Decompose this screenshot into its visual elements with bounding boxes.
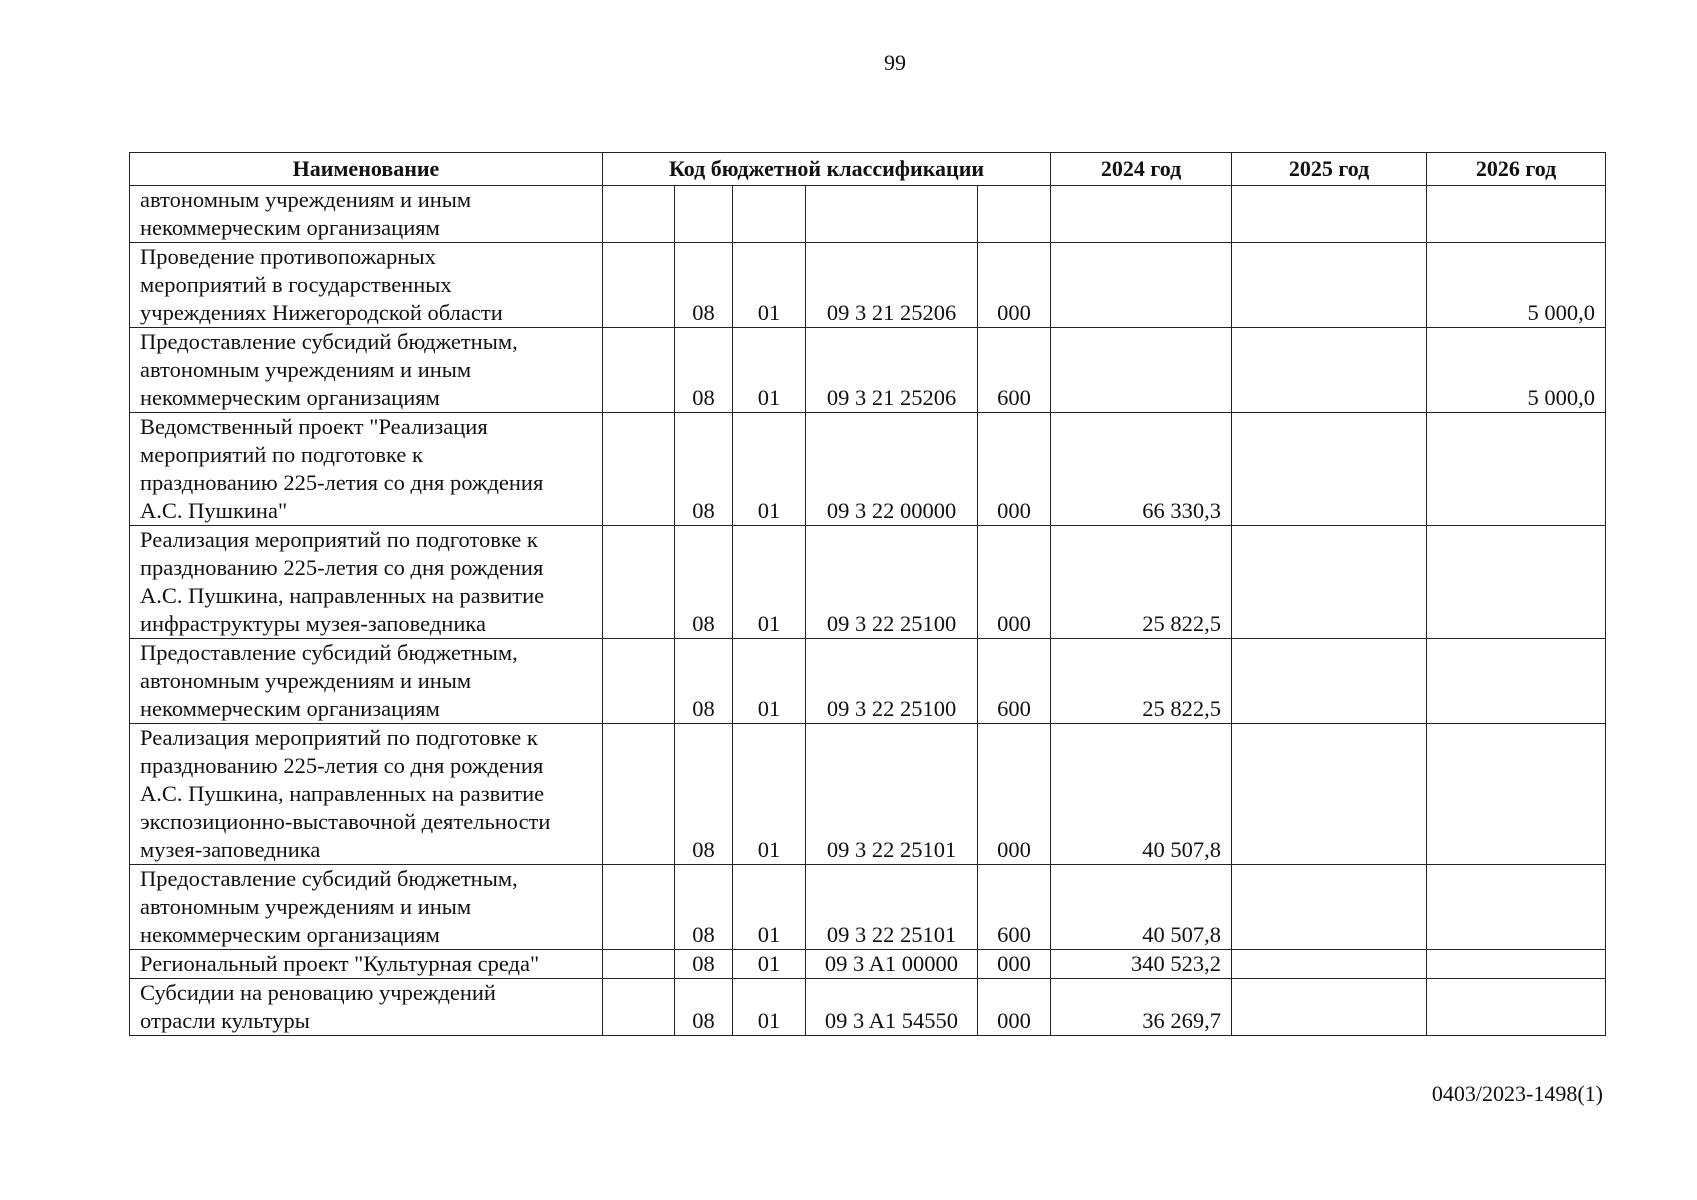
row-amount-2024 bbox=[1051, 186, 1232, 243]
row-name: Реализация мероприятий по подготовке к празднованию 225-летия со дня рождения А.С. Пушкина, направленных на развитие инфраструктуры музея-заповедника bbox=[130, 526, 603, 639]
row-empty-cell bbox=[603, 950, 675, 979]
table-row bbox=[130, 186, 1606, 243]
row-amount-2025 bbox=[1232, 865, 1427, 950]
row-section: 08 bbox=[675, 328, 733, 413]
row-section: 08 bbox=[675, 526, 733, 639]
row-name: Региональный проект "Культурная среда" bbox=[130, 950, 603, 979]
document-code: 0403/2023-1498(1) bbox=[1431, 1081, 1603, 1106]
row-amount-2024: 40 507,8 bbox=[1051, 724, 1232, 865]
row-section: 08 bbox=[675, 865, 733, 950]
row-amount-2025 bbox=[1232, 639, 1427, 724]
row-amount-2025 bbox=[1232, 724, 1427, 865]
header-2024: 2024 год bbox=[1051, 153, 1232, 186]
row-amount-2025 bbox=[1232, 950, 1427, 979]
budget-table bbox=[129, 152, 1606, 1036]
page-number: 99 bbox=[884, 50, 906, 75]
row-empty-cell bbox=[603, 979, 675, 1036]
row-name: Реализация мероприятий по подготовке к празднованию 225-летия со дня рождения А.С. Пушкина, направленных на развитие экспозиционно-выставочной деятельности музея-заповедника bbox=[130, 724, 603, 865]
row-amount-2024: 40 507,8 bbox=[1051, 865, 1232, 950]
row-section: 08 bbox=[675, 979, 733, 1036]
row-empty-cell bbox=[603, 243, 675, 328]
row-name: Предоставление субсидий бюджетным, автономным учреждениям и иным некоммерческим организациям bbox=[130, 865, 603, 950]
row-amount-2024: 66 330,3 bbox=[1051, 413, 1232, 526]
row-amount-2025 bbox=[1232, 243, 1427, 328]
row-empty-cell bbox=[603, 724, 675, 865]
row-target-article bbox=[806, 186, 978, 243]
table-body bbox=[130, 186, 1606, 1036]
row-amount-2024: 340 523,2 bbox=[1051, 950, 1232, 979]
row-name: Ведомственный проект "Реализация мероприятий по подготовке к празднованию 225-летия со дня рождения А.С. Пушкина" bbox=[130, 413, 603, 526]
row-expense-type: 600 bbox=[978, 328, 1051, 413]
row-amount-2025 bbox=[1232, 526, 1427, 639]
row-target-article: 09 3 22 25100 bbox=[806, 639, 978, 724]
table-row bbox=[130, 979, 1606, 1036]
row-subsection: 01 bbox=[733, 865, 806, 950]
row-subsection: 01 bbox=[733, 526, 806, 639]
row-amount-2026 bbox=[1427, 724, 1606, 865]
row-amount-2025 bbox=[1232, 979, 1427, 1036]
table-row bbox=[130, 413, 1606, 526]
row-section: 08 bbox=[675, 639, 733, 724]
row-amount-2026 bbox=[1427, 979, 1606, 1036]
row-section: 08 bbox=[675, 950, 733, 979]
row-expense-type: 600 bbox=[978, 865, 1051, 950]
row-amount-2026 bbox=[1427, 950, 1606, 979]
row-expense-type: 000 bbox=[978, 413, 1051, 526]
row-subsection: 01 bbox=[733, 413, 806, 526]
row-target-article: 09 3 21 25206 bbox=[806, 243, 978, 328]
row-amount-2026 bbox=[1427, 639, 1606, 724]
row-empty-cell bbox=[603, 526, 675, 639]
row-target-article: 09 3 A1 00000 bbox=[806, 950, 978, 979]
row-amount-2025 bbox=[1232, 186, 1427, 243]
row-target-article: 09 3 22 25101 bbox=[806, 865, 978, 950]
row-amount-2024: 25 822,5 bbox=[1051, 526, 1232, 639]
row-amount-2026 bbox=[1427, 186, 1606, 243]
row-subsection: 01 bbox=[733, 243, 806, 328]
header-name: Наименование bbox=[130, 153, 603, 186]
row-subsection bbox=[733, 186, 806, 243]
row-amount-2026 bbox=[1427, 865, 1606, 950]
header-2026: 2026 год bbox=[1427, 153, 1606, 186]
row-subsection: 01 bbox=[733, 639, 806, 724]
row-name: Предоставление субсидий бюджетным, автономным учреждениям и иным некоммерческим организациям bbox=[130, 639, 603, 724]
row-amount-2024 bbox=[1051, 328, 1232, 413]
table-row bbox=[130, 526, 1606, 639]
row-section: 08 bbox=[675, 413, 733, 526]
row-empty-cell bbox=[603, 413, 675, 526]
row-subsection: 01 bbox=[733, 328, 806, 413]
row-subsection: 01 bbox=[733, 979, 806, 1036]
row-section: 08 bbox=[675, 724, 733, 865]
row-amount-2024: 36 269,7 bbox=[1051, 979, 1232, 1036]
header-2025: 2025 год bbox=[1232, 153, 1427, 186]
row-amount-2024 bbox=[1051, 243, 1232, 328]
header-code: Код бюджетной классификации bbox=[603, 153, 1051, 186]
row-section: 08 bbox=[675, 243, 733, 328]
row-name: Предоставление субсидий бюджетным, автономным учреждениям и иным некоммерческим организациям bbox=[130, 328, 603, 413]
row-amount-2026 bbox=[1427, 413, 1606, 526]
row-subsection: 01 bbox=[733, 950, 806, 979]
row-expense-type: 000 bbox=[978, 950, 1051, 979]
table-row bbox=[130, 865, 1606, 950]
table-row bbox=[130, 328, 1606, 413]
row-expense-type: 600 bbox=[978, 639, 1051, 724]
row-name: Проведение противопожарных мероприятий в государственных учреждениях Нижегородской области bbox=[130, 243, 603, 328]
row-target-article: 09 3 22 00000 bbox=[806, 413, 978, 526]
row-amount-2026 bbox=[1427, 526, 1606, 639]
row-amount-2026: 5 000,0 bbox=[1427, 328, 1606, 413]
row-empty-cell bbox=[603, 328, 675, 413]
row-empty-cell bbox=[603, 865, 675, 950]
row-expense-type bbox=[978, 186, 1051, 243]
row-amount-2025 bbox=[1232, 328, 1427, 413]
row-target-article: 09 3 22 25101 bbox=[806, 724, 978, 865]
row-subsection: 01 bbox=[733, 724, 806, 865]
row-name: Субсидии на реновацию учреждений отрасли культуры bbox=[130, 979, 603, 1036]
row-expense-type: 000 bbox=[978, 526, 1051, 639]
row-section bbox=[675, 186, 733, 243]
table-row bbox=[130, 639, 1606, 724]
row-amount-2024: 25 822,5 bbox=[1051, 639, 1232, 724]
row-name: автономным учреждениям и иным некоммерческим организациям bbox=[130, 186, 603, 243]
table-row bbox=[130, 243, 1606, 328]
header-row bbox=[130, 153, 1606, 186]
row-empty-cell bbox=[603, 186, 675, 243]
row-target-article: 09 3 21 25206 bbox=[806, 328, 978, 413]
row-target-article: 09 3 22 25100 bbox=[806, 526, 978, 639]
row-expense-type: 000 bbox=[978, 724, 1051, 865]
row-amount-2025 bbox=[1232, 413, 1427, 526]
row-amount-2026: 5 000,0 bbox=[1427, 243, 1606, 328]
row-expense-type: 000 bbox=[978, 243, 1051, 328]
row-target-article: 09 3 A1 54550 bbox=[806, 979, 978, 1036]
row-empty-cell bbox=[603, 639, 675, 724]
table-row bbox=[130, 724, 1606, 865]
table-row bbox=[130, 950, 1606, 979]
row-expense-type: 000 bbox=[978, 979, 1051, 1036]
